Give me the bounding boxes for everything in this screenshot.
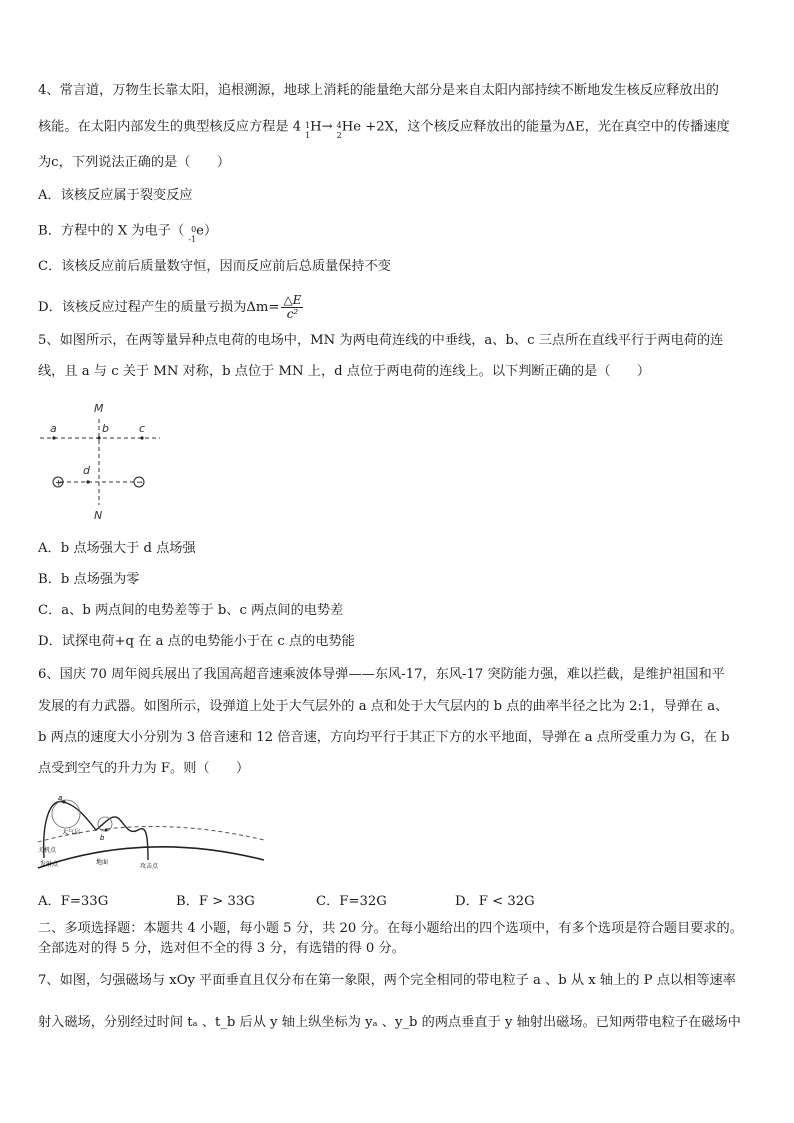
he-nuclide-indices: 4 2 (336, 121, 342, 140)
missile-trajectory-figure (36, 790, 266, 872)
q6-line2: 发展的有力武器。如图所示，设弹道上处于大气层外的 a 点和处于大气层内的 b 点的曲率半径之比为 2:1，导弹在 a、 (38, 699, 729, 714)
label-launch-point: 发射点 (40, 861, 59, 868)
point-d (86, 480, 89, 483)
q4-option-b: B．方程中的 X 为电子（ 0 -1 e） (38, 223, 218, 244)
q6-line1: 6、国庆 70 周年阅兵展出了我国高超音速乘波体导弹——东风-17，东风-17 突防能力强，难以拦截，是维护祖国和平 (38, 667, 725, 682)
mass-defect-fraction: $\frac{\triangle E}{\text{c²}}$ (283, 293, 302, 321)
q4-line2-c: He +2X，这个核反应释放出的能量为ΔE，光在真空中的传播速度 (341, 119, 730, 135)
label-M: M (94, 402, 104, 415)
plus-sign: + (55, 478, 63, 489)
q5-line1: 5、如图所示，在两等量异种点电荷的电场中，MN 为两电荷连线的中垂线，a、b、c 三点所在直线平行于两电荷的连 (38, 333, 724, 348)
q4-line1: 4、常言道，万物生长靠太阳，追根溯源，地球上消耗的能量绝大部分是来自太阳内部持续不断地发生核反应释放出的 (38, 83, 719, 98)
label-atmosphere: 大气层 (62, 829, 81, 836)
q5-option-a: A．b 点场强大于 d 点场强 (38, 541, 196, 556)
h-nuclide-indices: 1 1 (305, 121, 311, 140)
trajectory-path (44, 802, 148, 860)
q5-line2: 线，且 a 与 c 关于 MN 对称，b 点位于 MN 上，d 点位于两电荷的连线上。以下判断正确的是（ ） (38, 364, 651, 379)
q6-option-c: C．F=32G (316, 894, 387, 909)
q7-line2: 射入磁场，分别经过时间 tₐ 、t_b 后从 y 轴上纵坐标为 yₐ 、y_b 的两点垂直于 y 轴射出磁场。已知两带电粒子在磁场中 (38, 1015, 741, 1030)
minus-sign: − (136, 478, 144, 488)
q5-option-b: B．b 点场强为零 (38, 572, 140, 587)
q6-line3: b 两点的速度大小分别为 3 倍音速和 12 倍音速，方向均平行于其正下方的水平地面，导弹在 a 点所受重力为 G，在 b (38, 730, 730, 745)
point-c (140, 436, 143, 439)
q4-option-c: C．该核反应前后质量数守恒，因而反应前后总质量保持不变 (38, 259, 391, 274)
point-b (97, 436, 100, 439)
label-N: N (94, 509, 103, 522)
q5-option-d: D．试探电荷+q 在 a 点的电势能小于在 c 点的电势能 (38, 634, 355, 649)
q4-line2-a: 核能。在太阳内部发生的典型核反应方程是 4 (38, 119, 302, 135)
q4-line2-b: H→ (310, 119, 333, 135)
q6-line4: 点受到空气的升力为 F。则（ ） (38, 761, 250, 776)
label-b: b (102, 422, 109, 435)
label-cutoff-point: 关机点 (38, 847, 57, 854)
charge-field-figure (40, 395, 180, 525)
section2-line1: 二、多项选择题：本题共 4 小题，每小题 5 分，共 20 分。在每小题给出的四个选项中，有多个选项是符合题目要求的。 (38, 921, 743, 936)
point-a (63, 801, 66, 804)
q5-option-c: C．a、b 两点间的电势差等于 b、c 两点间的电势差 (38, 603, 344, 618)
q6-option-a: A．F=33G (38, 894, 109, 909)
label-b: b (100, 834, 105, 842)
label-target-point: 攻击点 (140, 863, 159, 870)
q6-option-b: B．F > 33G (176, 894, 255, 909)
q6-option-d: D．F < 32G (455, 894, 535, 909)
electron-indices: 0 -1 (188, 225, 197, 244)
section2-line2: 全部选对的得 5 分，选对但不全的得 3 分，有选错的得 0 分。 (38, 941, 405, 956)
label-d: d (83, 464, 90, 477)
label-a: a (58, 794, 63, 802)
q4-option-d: D．该核反应过程产生的质量亏损为Δm= $\frac{\triangle E}{\text{c²}}$ (38, 293, 302, 321)
point-a (52, 436, 55, 439)
q4-option-a: A．该核反应属于裂变反应 (38, 188, 193, 203)
curvature-circle-a (52, 800, 80, 828)
label-ground: 地面 (96, 859, 109, 866)
point-b (105, 829, 108, 832)
q7-line1: 7、如图，匀强磁场与 xOy 平面垂直且仅分布在第一象限，两个完全相同的带电粒子 a 、b 从 x 轴上的 P 点以相等速率 (38, 973, 736, 988)
q4-line3: 为c，下列说法正确的是（ ） (38, 155, 231, 170)
label-c: c (139, 422, 146, 435)
label-a: a (50, 422, 57, 435)
q4-line2 (38, 118, 730, 140)
